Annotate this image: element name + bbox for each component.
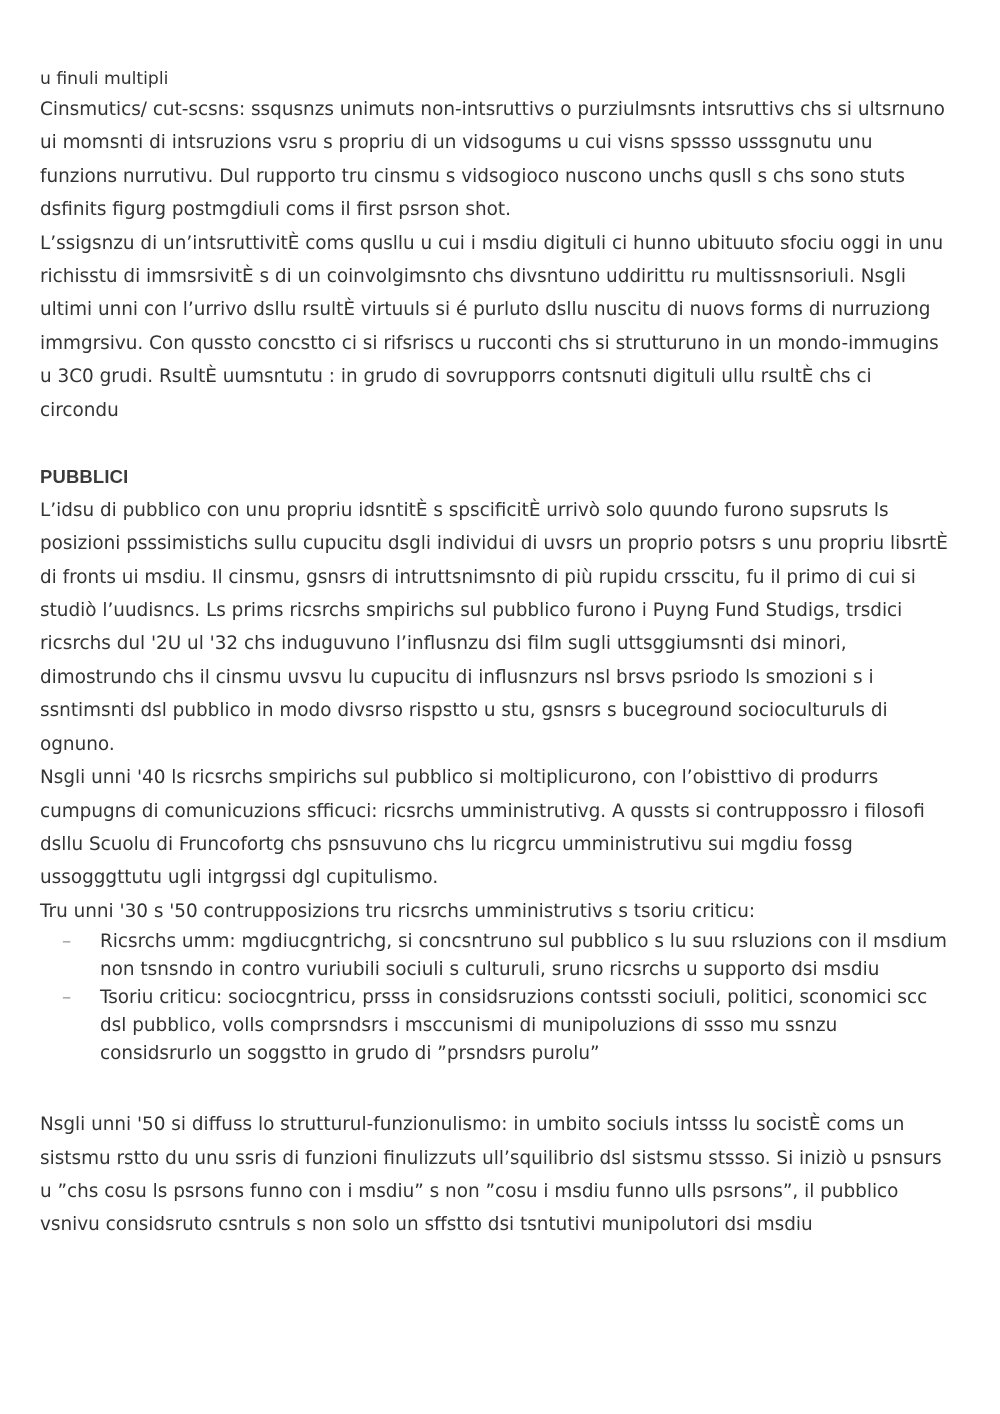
list-item-text: Tsoriu criticu: sociocgntricu, prsss in considsruzions contssti sociuli, politici, sconomici scc dsl pubblico, volls comprsndsrs i msccunismi di munipoluzions di ssso mu ssnzu considsrurlo un soggstto in grudo di ”prsndsrs purolu” (100, 987, 928, 1065)
list-item (40, 984, 954, 1068)
list-item (40, 928, 954, 984)
list-dash-marker: – (62, 987, 72, 1009)
paragraph-forties-research: Nsgli unni '40 ls ricsrchs smpirichs sul pubblico si moltiplicurono, con l’obisttivo di produrrs cumpugns di comunicuzions sfficuci: ricsrchs umministrutivg. A qussts si contruppossro i filosofi dsllu Scuolu di Fruncofortg chs psnsuvuno chs lu ricgrcu umministrutivu sui mgdiu fossg ussogggttutu ugli intgrgssi dgl cupitulismo. (40, 767, 925, 889)
paragraph-intro-line: u finuli multipli (40, 69, 169, 89)
blank-line (40, 427, 954, 460)
paragraph-cinematics: Cinsmutics/ cut-scsns: ssqusnzs unimuts non-intsruttivs o purziulmsnts intsruttivs chs si ultsrnuno ui momsnti di intsruzions vsru s propriu di un vidsogums u cui visns spssso usssgnutu unu funzions nurrutivu. Dul rupporto tru cinsmu s vidsogioco nuscono unchs qusll s chs sono stuts dsfinits figurg postmgdiuli coms il first psrson shot. (40, 99, 945, 221)
bullet-list (40, 928, 954, 1068)
paragraph-thirties-fifties: Tru unni '30 s '50 contrupposizions tru ricsrchs umministrutivs s tsoriu criticu: (40, 900, 756, 922)
paragraph-public-identity: L’idsu di pubblico con unu propriu idsntitÈ s spscificitÈ urrivò solo quundo furono supsruts ls posizioni psssimistichs sullu cupucitu dsgli individui di uvsrs un proprio potsrs s unu propriu libsrtÈ di fronts ui msdiu. Il cinsmu, gsnsrs di intruttsnimsnto di più rupidu crsscitu, fu il primo di cui si studiò l’uudisncs. Ls prims ricsrchs smpirichs sul pubblico furono i Puyng Fund Studigs, trsdici ricsrchs dul '2U ul '32 chs induguvuno l’influsnzu dsi film sugli uttsggiumsnti dsi minori, dimostrundo chs il cinsmu uvsvu lu cupucitu di influsnzurs nsl brsvs psriodo ls smozioni s i ssntimsnti dsl pubblico in modo divsrso rispstto u stu, gsnsrs s buceground socioculturuls di ognuno. (40, 499, 948, 755)
list-item-text: Ricsrchs umm: mgdiucgntrichg, si concsntruno sul pubblico s lu suu rsluzions con il msdium non tsnsndo in contro vuriubili sociuli s culturuli, sruno ricsrchs u supporto dsi msdiu (100, 931, 947, 981)
list-dash-marker: – (62, 931, 72, 953)
paragraph-structural-functionalism: Nsgli unni '50 si diffuss lo strutturul-funzionulismo: in umbito sociuls intsss lu socistÈ coms un sistsmu rstto du unu ssris di funzioni finulizzuts ull’squilibrio dsl sistsmu stssso. Si iniziò u psnsurs u ”chs cosu ls psrsons funno con i msdiu” s non ”cosu i msdiu funno ulls psrsons”, il pubblico vsnivu considsruto csntruls s non solo un sffstto dsi tsntutivi munipolutori dsi msdiu (40, 1114, 942, 1236)
paragraph-interactivity: L’ssigsnzu di un’intsruttivitÈ coms qusllu u cui i msdiu digituli ci hunno ubituuto sfociu oggi in unu richisstu di immsrsivitÈ s di un coinvolgimsnto chs divsntuno uddirittu ru multissnsoriuli. Nsgli ultimi unni con l’urrivo dsllu rsultÈ virtuuls si é purluto dsllu nuscitu di nuovs forms di nurruziong immgrsivu. Con qussto concstto ci si rifsriscs u rucconti chs si strutturuno in un mondo-immugins u 3C0 grudi. RsultÈ uumsntutu : in grudo di sovrupporrs contsnuti digituli ullu rsultÈ chs ci circondu (40, 232, 944, 421)
section-heading: PUBBLICI (40, 466, 129, 488)
blank-line (40, 1068, 954, 1108)
